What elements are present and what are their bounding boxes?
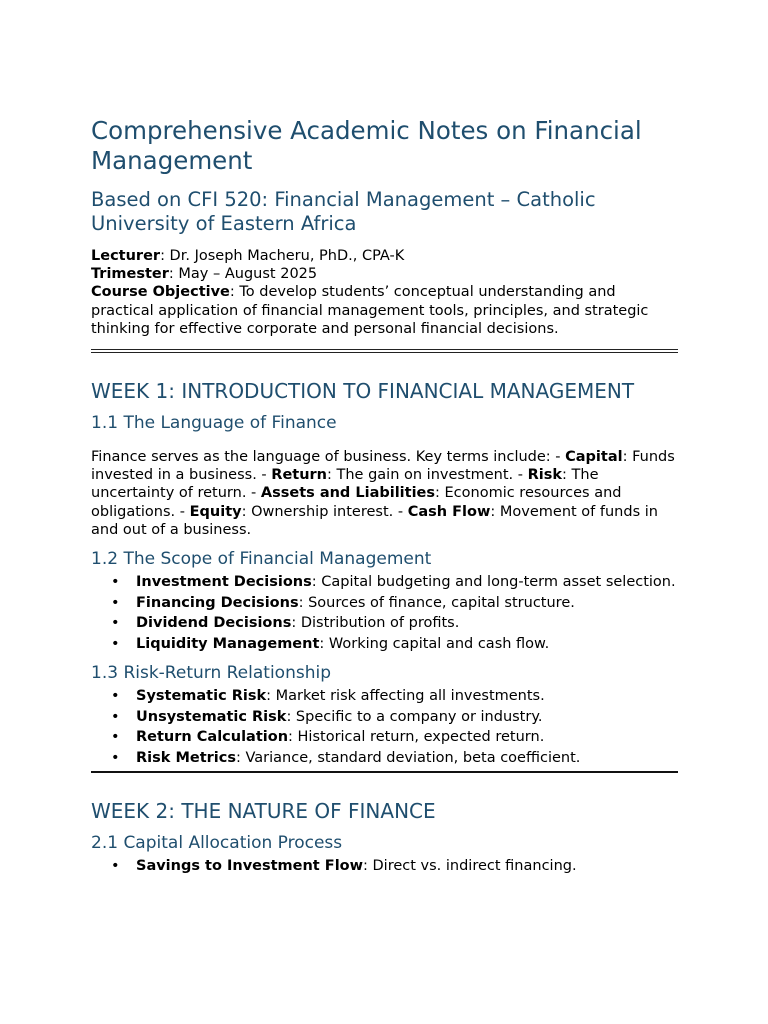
item-term: Investment Decisions: [136, 574, 312, 591]
objective-label: Course Objective: [91, 284, 230, 301]
section-1-1-paragraph: [91, 448, 678, 539]
term-assets-liabilities: Assets and Liabilities: [260, 485, 436, 502]
list-item: [91, 573, 678, 591]
bullet-icon: •: [111, 708, 120, 725]
trimester-label: Trimester: [91, 266, 169, 283]
term-risk: Risk: [527, 467, 563, 484]
intro-text: Finance serves as the language of business. Key terms include: -: [91, 449, 566, 466]
item-term: Savings to Investment Flow: [136, 858, 364, 874]
item-desc: : Sources of finance, capital structure.: [298, 594, 575, 611]
bullet-icon: •: [111, 615, 120, 632]
list-item: [91, 857, 678, 875]
desc-cash-flow: : Movement of funds in and out of a business.: [91, 503, 658, 538]
desc-capital: : Funds invested in a business. -: [91, 449, 675, 484]
term-return: Return: [271, 467, 328, 484]
item-desc: : Distribution of profits.: [291, 615, 460, 632]
week1-heading: WEEK 1: INTRODUCTION TO FINANCIAL MANAGEMENT: [91, 379, 635, 404]
lecturer-value: : Dr. Joseph Macheru, PhD., CPA-K: [160, 248, 405, 264]
item-term: Dividend Decisions: [136, 615, 292, 632]
item-desc: : Direct vs. indirect financing.: [363, 858, 577, 874]
bullet-icon: •: [111, 749, 120, 766]
objective-line: [91, 283, 678, 338]
bullet-icon: •: [111, 594, 120, 611]
item-desc: : Working capital and cash flow.: [319, 635, 550, 652]
bullet-icon: •: [111, 574, 120, 591]
term-equity: Equity: [189, 503, 242, 520]
list-item: [91, 635, 678, 653]
section-1-3-list: [91, 687, 678, 767]
item-term: Return Calculation: [136, 729, 289, 746]
trimester-value: : May – August 2025: [168, 266, 318, 283]
desc-equity: : Ownership interest. -: [241, 503, 408, 520]
item-term: Unsystematic Risk: [136, 708, 287, 725]
item-term: Risk Metrics: [136, 749, 236, 766]
lecturer-label: Lecturer: [91, 248, 161, 264]
desc-return: : The gain on investment. -: [327, 467, 528, 484]
term-cash-flow: Cash Flow: [407, 503, 491, 520]
item-term: Systematic Risk: [136, 688, 267, 705]
section-2-1-list: [91, 857, 678, 875]
list-item: [91, 708, 678, 726]
section-1-3-heading: 1.3 Risk-Return Relationship: [91, 663, 331, 684]
desc-assets-liabilities: : Economic resources and obligations. -: [91, 485, 622, 520]
bullet-icon: •: [111, 729, 120, 746]
item-desc: : Capital budgeting and long-term asset selection.: [311, 574, 676, 591]
objective-value: : To develop students’ conceptual understanding and practical application of financial management tools, principles, and strategic thinking for effective corporate and personal financial decisions.: [91, 284, 649, 337]
term-capital: Capital: [565, 449, 623, 466]
list-item: [91, 614, 678, 632]
course-meta: [91, 247, 678, 338]
section-divider: [91, 771, 678, 773]
document-title: Comprehensive Academic Notes on Financial Management: [91, 116, 642, 175]
section-2-1-heading: 2.1 Capital Allocation Process: [91, 833, 343, 853]
item-term: Liquidity Management: [136, 635, 320, 652]
week2-heading: WEEK 2: THE NATURE OF FINANCE: [91, 799, 436, 823]
trimester-line: [91, 265, 678, 283]
item-desc: : Historical return, expected return.: [288, 729, 545, 746]
item-term: Financing Decisions: [136, 594, 299, 611]
list-item: [91, 594, 678, 612]
lecturer-line: [91, 247, 678, 265]
document-subtitle: Based on CFI 520: Financial Management – Catholic University of Eastern Africa: [91, 188, 596, 235]
bullet-icon: •: [111, 635, 120, 652]
list-item: [91, 687, 678, 705]
bullet-icon: •: [111, 688, 120, 705]
list-item: [91, 749, 678, 767]
item-desc: : Market risk affecting all investments.: [266, 688, 545, 705]
double-divider: [91, 349, 678, 353]
desc-risk: : The uncertainty of return. -: [91, 467, 599, 502]
section-1-2-list: [91, 573, 678, 653]
section-1-1-heading: 1.1 The Language of Finance: [91, 413, 337, 434]
list-item: [91, 728, 678, 746]
bullet-icon: •: [111, 858, 120, 874]
item-desc: : Variance, standard deviation, beta coefficient.: [236, 749, 581, 766]
section-1-2-heading: 1.2 The Scope of Financial Management: [91, 549, 432, 570]
item-desc: : Specific to a company or industry.: [286, 708, 543, 725]
